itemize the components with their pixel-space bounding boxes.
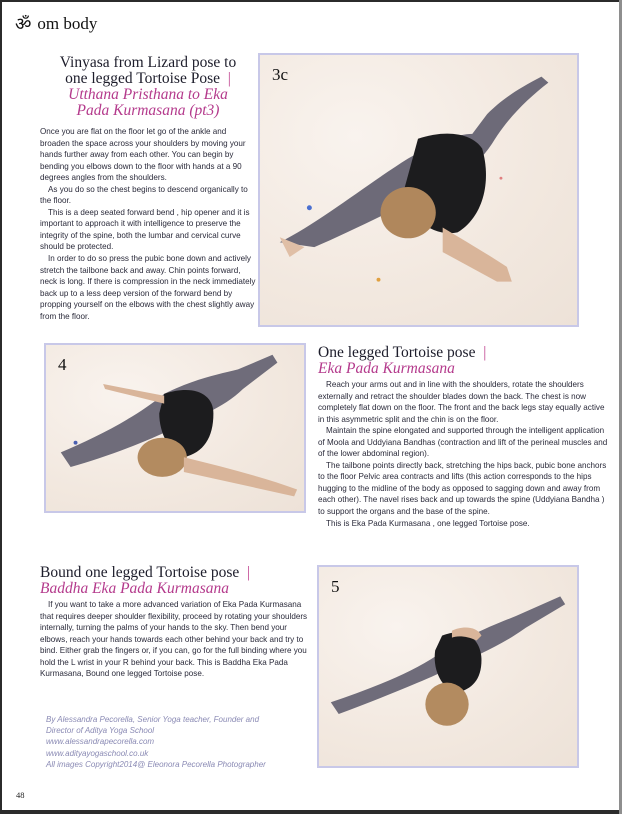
section-subtitle: Eka Pada Kurmasana	[318, 360, 455, 377]
section-subtitle: Baddha Eka Pada Kurmasana	[40, 580, 230, 597]
magazine-page	[2, 2, 619, 810]
paragraph: This is Eka Pada Kurmasana , one legged Tortoise pose.	[326, 518, 530, 528]
paragraph: If you want to take a more advanced variation of Eka Pada Kurmasana that requires deeper shoulder flexibility, proceed by rotating your shoulders internally, turning the palms of your hands to the sky. Then bend your elbows, reach your hands towards each other behind your back and try to bind. Either grab the fingers or, if you can, go for the full binding where you hold the L wrist in your R behind your back. This is Baddha Eka Pada Kurmasana, Bound one legged Tortoise pose.	[40, 600, 308, 679]
paragraph: In order to do so press the pubic bone down and actively stretch the tailbone back and away. Chin points forward, neck is long. If there is compression in the neck immediately back up to a less deep version of the forward bend by propping yourself on the elbows with the chest slightly away from the floor.	[40, 254, 256, 321]
paragraph: Once you are flat on the floor let go of the ankle and broaden the space across your shoulders by moving your hands further away from each other. You can begin by bending you elbows down to the floor with hands at a 90 degrees angles from the shoulders.	[40, 127, 246, 183]
byline-line: Director of Aditya Yoga School	[46, 726, 155, 736]
subtitle-line-1: Utthana Pristhana to Eka	[68, 86, 228, 103]
title-separator: |	[247, 564, 251, 581]
intro-body	[40, 126, 258, 322]
author-byline	[46, 714, 266, 770]
section-one-body	[318, 379, 608, 529]
byline-line: By Alessandra Pecorella, Senior Yoga teacher, Founder and	[46, 715, 260, 724]
paragraph: The tailbone points directly back, stretching the hips back, pubic bone anchors to the floor Pelvic area contracts and lifts (this action corresponds to the hips hugging to the midline of the body as opposed to sagging down and away from each other). The navel rises back and up towards the spine (Uddyiana Bandha ) to support the organs and the base of the spine.	[318, 460, 607, 517]
author-website-link[interactable]: www.alessandrapecorella.com	[46, 737, 155, 747]
yoga-pose-illustration	[260, 55, 577, 325]
yoga-pose-illustration	[319, 567, 577, 766]
photo-label: 5	[331, 577, 340, 596]
section-two-body	[40, 599, 308, 680]
photo-label: 3c	[272, 65, 289, 84]
paragraph: Maintain the spine elongated and supported through the intelligent application of Moola and Uddyiana Bandhas (contraction and lift of the perineal muscles and of the lower abdominal region).	[318, 426, 608, 459]
title-line-2: one legged Tortoise Pose |	[65, 70, 231, 87]
photo-label: 4	[58, 355, 67, 374]
section-two-heading	[40, 565, 250, 597]
yoga-pose-illustration	[46, 345, 304, 511]
title-line-1: Vinyasa from Lizard pose to	[59, 54, 237, 71]
paragraph: Reach your arms out and in line with the shoulders, rotate the shoulders externally and retract the shoulder blades down the back. The chest is now completely flat down on the floor. The front and the back legs stay equally active in this asymmetric split and the chin is on the floor.	[318, 380, 605, 424]
title-separator: |	[227, 70, 231, 87]
section-title: Bound one legged Tortoise pose	[40, 564, 240, 581]
paragraph: As you do so the chest begins to descend organically to the floor.	[40, 184, 248, 206]
school-website-link[interactable]: www.adityayogaschool.co.uk	[46, 748, 149, 758]
subtitle-line-2: Pada Kurmasana (pt3)	[76, 102, 220, 119]
page-number: 48	[16, 790, 25, 800]
title-separator: |	[483, 344, 487, 361]
om-symbol-icon: ॐ	[15, 14, 32, 34]
section-name: om body	[37, 14, 98, 33]
section-title: One legged Tortoise pose	[318, 344, 476, 361]
paragraph: This is a deep seated forward bend , hip opener and it is important to approach it with intelligence to preserve the integrity of the spine, both the lumbar and cervical curve should be protected.	[40, 207, 250, 252]
photo-4	[44, 343, 306, 513]
article-title	[42, 55, 254, 119]
photo-3c	[258, 53, 579, 327]
section-header	[15, 14, 97, 34]
section-one-heading	[318, 345, 486, 377]
photo-5	[317, 565, 579, 768]
photo-credit: All images Copyright2014@ Eleonora Pecorella Photographer	[46, 759, 266, 769]
